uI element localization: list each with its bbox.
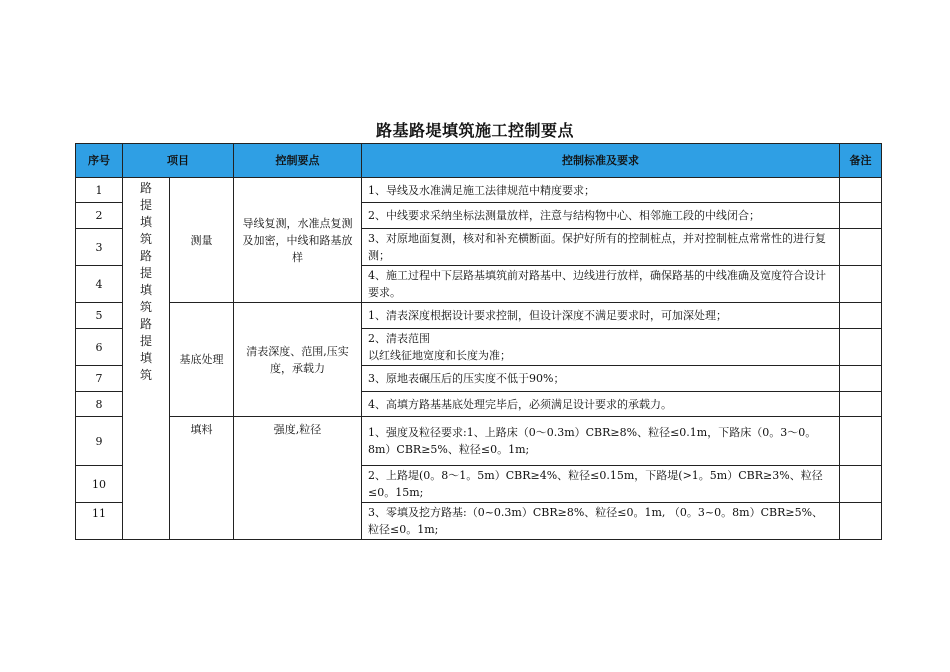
- standard-text: 1、导线及水准满足施工法律规范中精度要求；: [362, 178, 840, 203]
- row-number: 2: [76, 203, 123, 229]
- table-row: [76, 178, 882, 203]
- remarks-cell: [840, 329, 882, 366]
- category-fill-material: 填料: [170, 417, 234, 540]
- row-number: 8: [76, 392, 123, 417]
- key-points-survey: 导线复测，水准点复测及加密，中线和路基放样: [234, 178, 362, 303]
- key-points-fill-material: 强度,粒径: [234, 417, 362, 540]
- category-survey: 测量: [170, 178, 234, 303]
- header-remarks: 备注: [840, 144, 882, 178]
- standard-text: 2、中线要求采纳坐标法测量放样，注意与结构物中心、相邻施工段的中线闭合；: [362, 203, 840, 229]
- project-name-cell: [123, 178, 170, 540]
- standard-text: 3、零填及挖方路基:（0~0.3m）CBR≥8%、粒径≤0。1m, （0。3~0。8m）CBR≥5%、粒径≤0。1m;: [362, 503, 840, 540]
- header-seq: 序号: [76, 144, 123, 178]
- remarks-cell: [840, 229, 882, 266]
- row-number: 4: [76, 266, 123, 303]
- header-key-points: 控制要点: [234, 144, 362, 178]
- standard-text: 1、强度及粒径要求:1、上路床（0～0.3m）CBR≥8%、粒径≤0.1m，下路床（0。3～0。8m）CBR≥5%、粒径≤0。1m;: [362, 417, 840, 466]
- category-base-treatment: 基底处理: [170, 303, 234, 417]
- standard-text: 2、上路堤(0。8～1。5m）CBR≥4%、粒径≤0.15m，下路堤(>1。5m）CBR≥3%、粒径≤0。15m;: [362, 466, 840, 503]
- remarks-cell: [840, 366, 882, 392]
- document-title: 路基路堤填筑施工控制要点: [375, 121, 574, 140]
- row-number: 11: [76, 503, 123, 540]
- row-number: 5: [76, 303, 123, 329]
- remarks-cell: [840, 266, 882, 303]
- remarks-cell: [840, 392, 882, 417]
- project-name: 路提填筑路提填筑路提填筑: [139, 181, 152, 382]
- table-header-row: [76, 144, 882, 178]
- remarks-cell: [840, 466, 882, 503]
- standard-text: 1、清表深度根据设计要求控制，但设计深度不满足要求时，可加深处理；: [362, 303, 840, 329]
- standard-text: 4、施工过程中下层路基填筑前对路基中、边线进行放样，确保路基的中线准确及宽度符合设计要求。: [362, 266, 840, 303]
- row-number: 1: [76, 178, 123, 203]
- control-points-table: [75, 143, 882, 540]
- row-number: 7: [76, 366, 123, 392]
- row-number: 6: [76, 329, 123, 366]
- key-points-base-treatment: 清表深度、范围,压实度，承载力: [234, 303, 362, 417]
- table-row: [76, 303, 882, 329]
- remarks-cell: [840, 303, 882, 329]
- row-number: 3: [76, 229, 123, 266]
- standard-text: 4、高填方路基基底处理完毕后，必须满足设计要求的承载力。: [362, 392, 840, 417]
- standard-text: 3、对原地面复测，核对和补充横断面。保护好所有的控制桩点，并对控制桩点常常性的进行复测；: [362, 229, 840, 266]
- remarks-cell: [840, 417, 882, 466]
- row-number: 10: [76, 466, 123, 503]
- table-row: [76, 417, 882, 466]
- standard-text: 2、清表范围 以红线征地宽度和长度为准；: [362, 329, 840, 366]
- remarks-cell: [840, 503, 882, 540]
- standard-text: 3、原地表碾压后的压实度不低于90%；: [362, 366, 840, 392]
- header-standard: 控制标准及要求: [362, 144, 840, 178]
- remarks-cell: [840, 178, 882, 203]
- row-number: 9: [76, 417, 123, 466]
- remarks-cell: [840, 203, 882, 229]
- header-project: 项目: [123, 144, 234, 178]
